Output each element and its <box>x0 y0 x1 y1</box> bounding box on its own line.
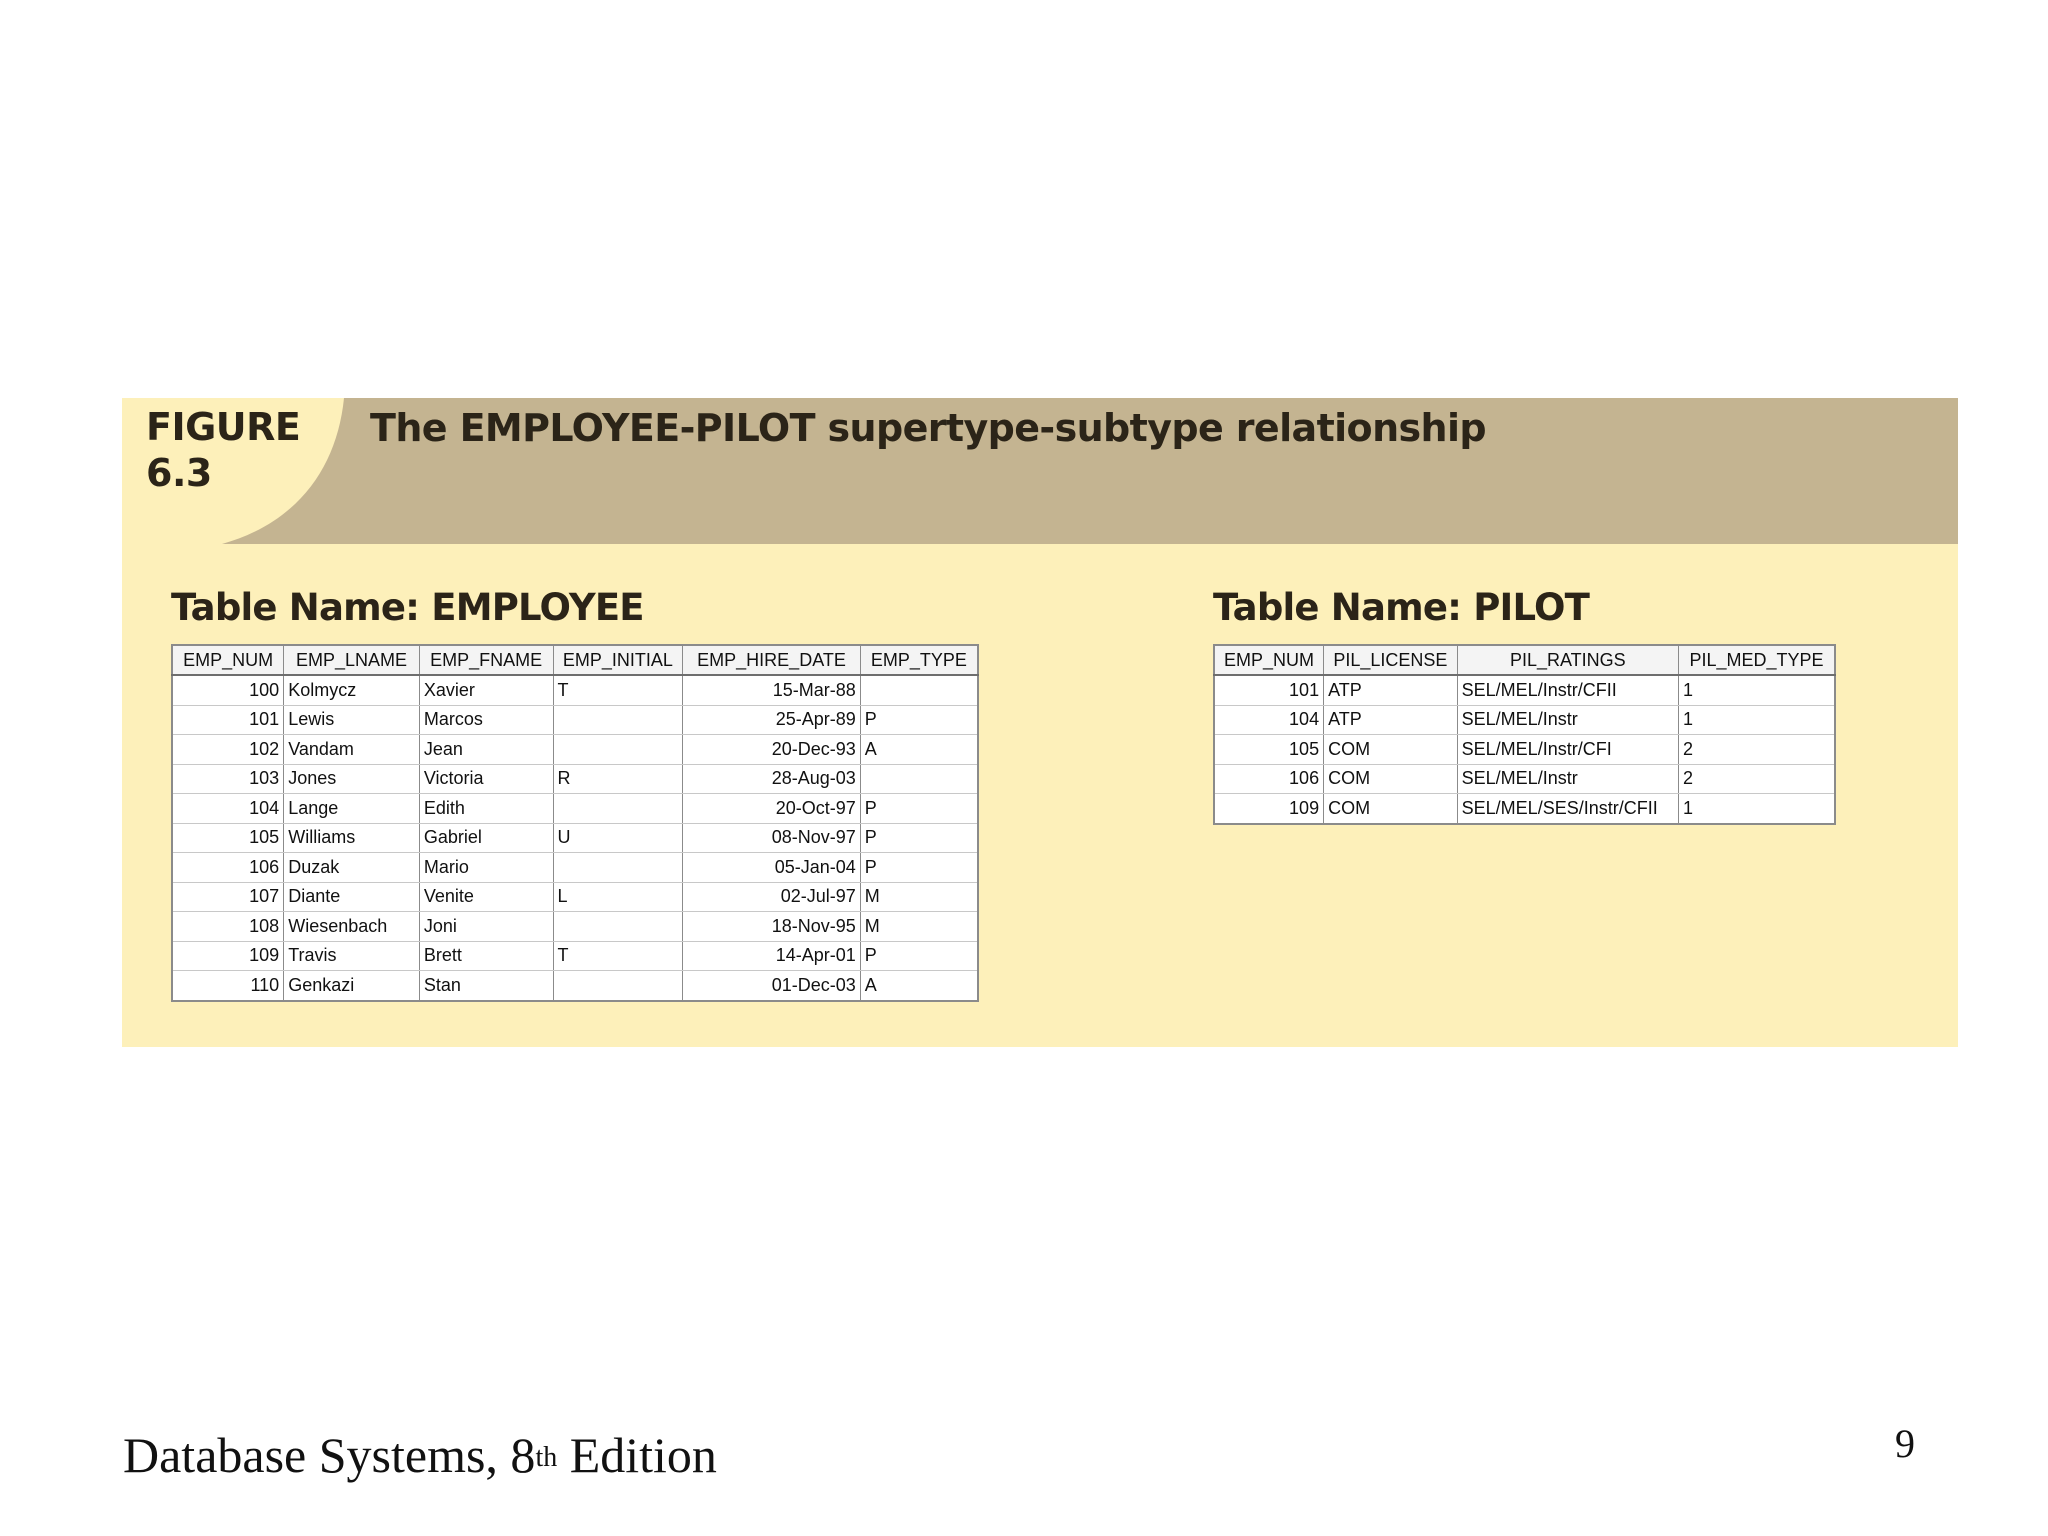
employee-column-header: EMP_NUM <box>172 645 284 675</box>
employee-column-header: EMP_FNAME <box>419 645 553 675</box>
pilot-column-header: PIL_MED_TYPE <box>1679 645 1836 675</box>
employee-cell-emp-num: 107 <box>172 882 284 912</box>
employee-cell-emp-fname: Gabriel <box>419 823 553 853</box>
employee-column-header: EMP_TYPE <box>860 645 978 675</box>
page-number: 9 <box>1895 1421 1915 1466</box>
figure-title: The EMPLOYEE-PILOT supertype-subtype relationship <box>370 406 1487 450</box>
employee-cell-emp-initial <box>553 971 683 1001</box>
employee-cell-emp-type: P <box>860 941 978 971</box>
employee-cell-emp-fname: Stan <box>419 971 553 1001</box>
employee-cell-emp-type <box>860 764 978 794</box>
pilot-cell-pil-ratings: SEL/MEL/Instr/CFI <box>1457 735 1678 765</box>
employee-cell-emp-hire-date: 18-Nov-95 <box>683 912 861 942</box>
pilot-table-row <box>1214 705 1835 735</box>
employee-table-row <box>172 971 978 1001</box>
employee-cell-emp-lname: Kolmycz <box>284 675 420 705</box>
pilot-cell-pil-license: ATP <box>1324 705 1458 735</box>
employee-table-row <box>172 912 978 942</box>
pilot-cell-emp-num: 109 <box>1214 794 1324 824</box>
employee-cell-emp-initial <box>553 853 683 883</box>
employee-cell-emp-fname: Jean <box>419 735 553 765</box>
employee-cell-emp-fname: Venite <box>419 882 553 912</box>
pilot-column-header: PIL_RATINGS <box>1457 645 1678 675</box>
pilot-table-header <box>1214 645 1835 675</box>
employee-table-row <box>172 794 978 824</box>
pilot-cell-emp-num: 101 <box>1214 675 1324 705</box>
employee-cell-emp-fname: Joni <box>419 912 553 942</box>
employee-table-row <box>172 823 978 853</box>
pilot-cell-pil-license: ATP <box>1324 675 1458 705</box>
employee-table-row <box>172 705 978 735</box>
employee-cell-emp-num: 100 <box>172 675 284 705</box>
footer-book-title-ordinal: th <box>535 1442 558 1473</box>
employee-cell-emp-hire-date: 28-Aug-03 <box>683 764 861 794</box>
employee-cell-emp-initial <box>553 735 683 765</box>
figure-label-word: FIGURE <box>146 405 301 449</box>
employee-cell-emp-type: P <box>860 823 978 853</box>
employee-cell-emp-type: M <box>860 882 978 912</box>
pilot-column-header: PIL_LICENSE <box>1324 645 1458 675</box>
employee-cell-emp-num: 103 <box>172 764 284 794</box>
figure-label-number: 6.3 <box>146 451 212 495</box>
pilot-cell-pil-med-type: 1 <box>1679 794 1836 824</box>
footer-book-title <box>123 1426 717 1484</box>
employee-cell-emp-initial <box>553 912 683 942</box>
employee-cell-emp-lname: Williams <box>284 823 420 853</box>
pilot-table-row <box>1214 764 1835 794</box>
employee-table-row <box>172 735 978 765</box>
employee-table-title: Table Name: EMPLOYEE <box>171 586 644 629</box>
employee-cell-emp-hire-date: 25-Apr-89 <box>683 705 861 735</box>
employee-cell-emp-lname: Vandam <box>284 735 420 765</box>
pilot-table-row <box>1214 675 1835 705</box>
employee-cell-emp-lname: Lewis <box>284 705 420 735</box>
employee-cell-emp-fname: Xavier <box>419 675 553 705</box>
pilot-cell-pil-license: COM <box>1324 735 1458 765</box>
pilot-cell-emp-num: 105 <box>1214 735 1324 765</box>
pilot-table <box>1213 644 1836 825</box>
employee-cell-emp-hire-date: 01-Dec-03 <box>683 971 861 1001</box>
employee-cell-emp-initial <box>553 794 683 824</box>
pilot-column-header: EMP_NUM <box>1214 645 1324 675</box>
pilot-cell-pil-med-type: 2 <box>1679 735 1836 765</box>
employee-cell-emp-type: A <box>860 735 978 765</box>
employee-cell-emp-hire-date: 05-Jan-04 <box>683 853 861 883</box>
employee-cell-emp-lname: Jones <box>284 764 420 794</box>
employee-table-row <box>172 882 978 912</box>
employee-cell-emp-type: A <box>860 971 978 1001</box>
employee-cell-emp-hire-date: 20-Dec-93 <box>683 735 861 765</box>
employee-cell-emp-num: 106 <box>172 853 284 883</box>
employee-cell-emp-type <box>860 675 978 705</box>
employee-cell-emp-num: 104 <box>172 794 284 824</box>
employee-cell-emp-hire-date: 20-Oct-97 <box>683 794 861 824</box>
employee-cell-emp-num: 110 <box>172 971 284 1001</box>
pilot-cell-pil-med-type: 2 <box>1679 764 1836 794</box>
pilot-cell-pil-med-type: 1 <box>1679 705 1836 735</box>
employee-cell-emp-fname: Edith <box>419 794 553 824</box>
employee-cell-emp-fname: Mario <box>419 853 553 883</box>
employee-cell-emp-initial: R <box>553 764 683 794</box>
pilot-cell-pil-license: COM <box>1324 794 1458 824</box>
employee-table-header <box>172 645 978 675</box>
employee-cell-emp-initial: T <box>553 941 683 971</box>
figure-panel <box>122 398 1958 1047</box>
pilot-cell-pil-license: COM <box>1324 764 1458 794</box>
employee-cell-emp-hire-date: 15-Mar-88 <box>683 675 861 705</box>
employee-column-header: EMP_INITIAL <box>553 645 683 675</box>
employee-table <box>171 644 979 1002</box>
employee-cell-emp-lname: Wiesenbach <box>284 912 420 942</box>
pilot-cell-pil-med-type: 1 <box>1679 675 1836 705</box>
employee-cell-emp-num: 105 <box>172 823 284 853</box>
employee-cell-emp-type: P <box>860 794 978 824</box>
employee-cell-emp-fname: Marcos <box>419 705 553 735</box>
employee-cell-emp-initial <box>553 705 683 735</box>
employee-table-row <box>172 853 978 883</box>
employee-cell-emp-lname: Diante <box>284 882 420 912</box>
employee-cell-emp-fname: Victoria <box>419 764 553 794</box>
employee-table-row <box>172 764 978 794</box>
footer-book-title-main: Database Systems, 8 <box>123 1427 536 1483</box>
employee-column-header: EMP_LNAME <box>284 645 420 675</box>
pilot-cell-pil-ratings: SEL/MEL/Instr <box>1457 705 1678 735</box>
figure-label <box>146 404 300 496</box>
employee-cell-emp-type: P <box>860 705 978 735</box>
employee-cell-emp-hire-date: 02-Jul-97 <box>683 882 861 912</box>
pilot-cell-pil-ratings: SEL/MEL/Instr/CFII <box>1457 675 1678 705</box>
employee-cell-emp-num: 109 <box>172 941 284 971</box>
employee-cell-emp-initial: T <box>553 675 683 705</box>
employee-cell-emp-initial: U <box>553 823 683 853</box>
employee-cell-emp-lname: Travis <box>284 941 420 971</box>
employee-table-row <box>172 675 978 705</box>
employee-cell-emp-lname: Lange <box>284 794 420 824</box>
employee-cell-emp-hire-date: 08-Nov-97 <box>683 823 861 853</box>
pilot-cell-pil-ratings: SEL/MEL/SES/Instr/CFII <box>1457 794 1678 824</box>
employee-cell-emp-initial: L <box>553 882 683 912</box>
pilot-table-row <box>1214 794 1835 824</box>
footer-book-title-edition: Edition <box>557 1427 717 1483</box>
employee-cell-emp-num: 108 <box>172 912 284 942</box>
employee-cell-emp-lname: Duzak <box>284 853 420 883</box>
pilot-table-title: Table Name: PILOT <box>1213 586 1590 629</box>
employee-cell-emp-num: 102 <box>172 735 284 765</box>
pilot-cell-pil-ratings: SEL/MEL/Instr <box>1457 764 1678 794</box>
employee-cell-emp-type: M <box>860 912 978 942</box>
pilot-table-row <box>1214 735 1835 765</box>
pilot-cell-emp-num: 104 <box>1214 705 1324 735</box>
employee-table-row <box>172 941 978 971</box>
employee-cell-emp-lname: Genkazi <box>284 971 420 1001</box>
pilot-cell-emp-num: 106 <box>1214 764 1324 794</box>
employee-cell-emp-hire-date: 14-Apr-01 <box>683 941 861 971</box>
employee-cell-emp-type: P <box>860 853 978 883</box>
employee-cell-emp-num: 101 <box>172 705 284 735</box>
employee-cell-emp-fname: Brett <box>419 941 553 971</box>
employee-column-header: EMP_HIRE_DATE <box>683 645 861 675</box>
